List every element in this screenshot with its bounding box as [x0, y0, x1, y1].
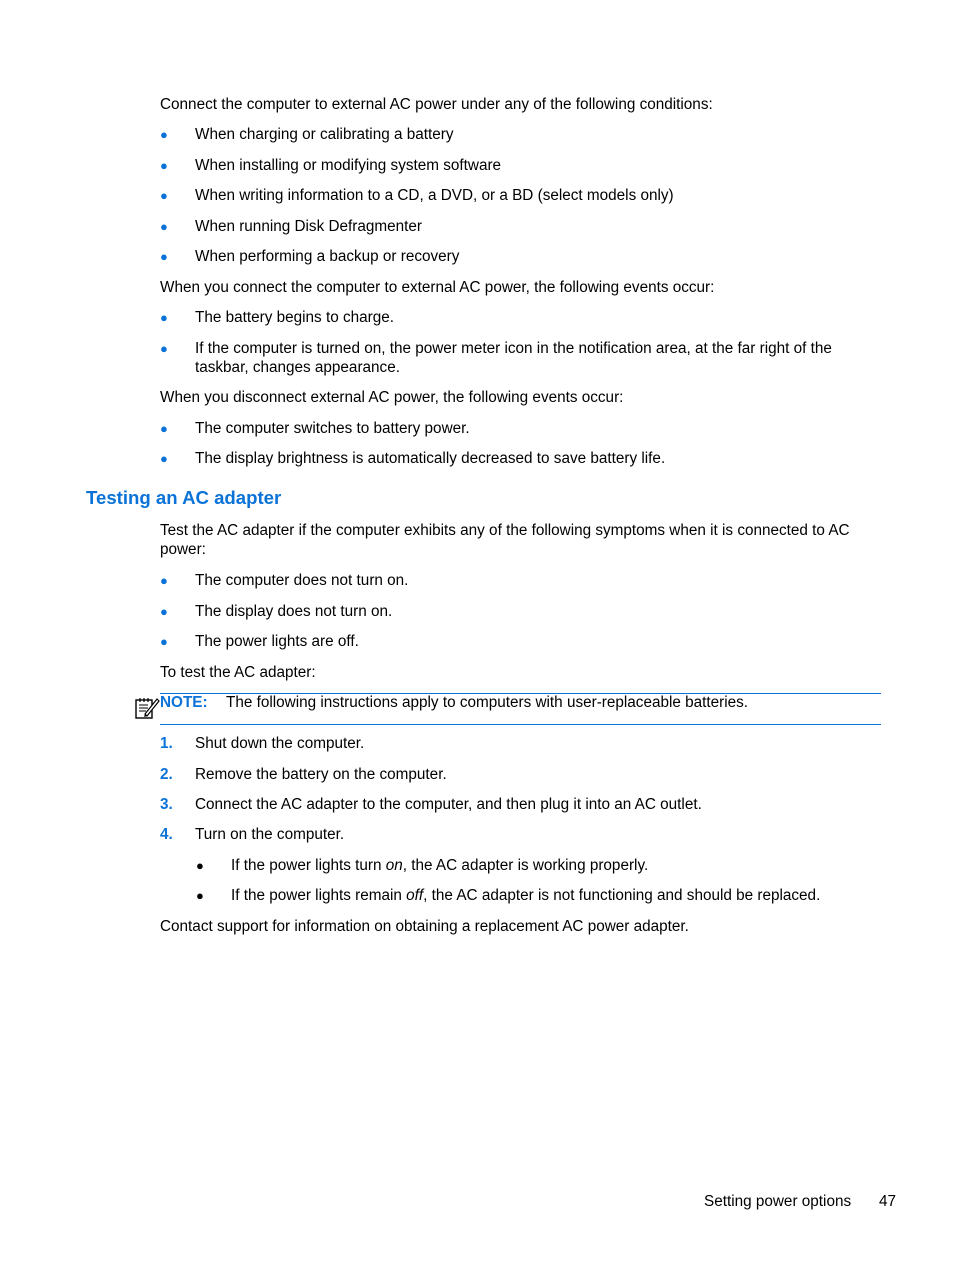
substep-text: If the power lights turn [231, 857, 386, 874]
footer-page-number: 47 [879, 1193, 897, 1210]
bullet-icon: ● [160, 573, 168, 588]
substep-text: , the AC adapter is not functioning and should be replaced. [423, 887, 821, 904]
bullet-icon: ● [196, 858, 204, 873]
substep-emphasis: on [385, 857, 403, 874]
condition-item: When installing or modifying system software [195, 157, 502, 174]
step-number: 3. [160, 796, 173, 813]
bullet-icon: ● [196, 888, 204, 903]
footer-section-title: Setting power options [704, 1193, 852, 1210]
substep-emphasis: off [406, 887, 424, 904]
connect-intro: When you connect the computer to external AC power, the following events occur: [160, 279, 715, 296]
condition-item: When performing a backup or recovery [195, 248, 460, 265]
condition-item: When running Disk Defragmenter [195, 218, 423, 235]
disconnect-event-item: The computer switches to battery power. [195, 420, 470, 437]
bullet-icon: ● [160, 634, 168, 649]
step-text: Shut down the computer. [195, 735, 365, 752]
note-text: The following instructions apply to computers with user-replaceable batteries. [226, 694, 749, 711]
bullet-icon: ● [160, 127, 168, 142]
note-label: NOTE: [160, 694, 208, 711]
connect-event-item: The battery begins to charge. [195, 309, 394, 326]
section-heading: Testing an AC adapter [86, 487, 282, 508]
disconnect-event-item: The display brightness is automatically decreased to save battery life. [195, 450, 666, 467]
bullet-icon: ● [160, 219, 168, 234]
bullet-icon: ● [160, 158, 168, 173]
step-number: 2. [160, 766, 173, 783]
substep-item [231, 886, 820, 905]
bullet-icon: ● [160, 341, 168, 356]
step-text: Turn on the computer. [195, 826, 345, 843]
step-text: Connect the AC adapter to the computer, and then plug it into an AC outlet. [195, 796, 702, 813]
substep-text: If the power lights remain [231, 887, 407, 904]
symptom-item: The display does not turn on. [195, 603, 393, 620]
intro-paragraph: Connect the computer to external AC power under any of the following conditions: [160, 96, 713, 113]
condition-item: When writing information to a CD, a DVD, or a BD (select models only) [195, 187, 674, 204]
bullet-icon: ● [160, 249, 168, 264]
step-number: 4. [160, 826, 173, 843]
closing-paragraph: Contact support for information on obtaining a replacement AC power adapter. [160, 918, 689, 935]
bullet-icon: ● [160, 188, 168, 203]
to-test-line: To test the AC adapter: [160, 664, 316, 681]
step-number: 1. [160, 735, 173, 752]
symptom-item: The computer does not turn on. [195, 572, 409, 589]
bullet-icon: ● [160, 604, 168, 619]
note-bottom-rule [160, 724, 881, 725]
disconnect-intro: When you disconnect external AC power, the following events occur: [160, 389, 624, 406]
step-text: Remove the battery on the computer. [195, 766, 447, 783]
bullet-icon: ● [160, 451, 168, 466]
note-pencil-icon [134, 695, 160, 721]
substep-text: , the AC adapter is working properly. [402, 857, 649, 874]
symptom-item: The power lights are off. [195, 633, 359, 650]
test-intro: Test the AC adapter if the computer exhibits any of the following symptoms when it is connected to AC power: [160, 522, 850, 558]
condition-item: When charging or calibrating a battery [195, 126, 454, 143]
bullet-icon: ● [160, 421, 168, 436]
bullet-icon: ● [160, 310, 168, 325]
substep-item [231, 856, 648, 875]
connect-event-item: If the computer is turned on, the power meter icon in the notification area, at the far right of the taskbar, changes appearance. [195, 340, 832, 376]
